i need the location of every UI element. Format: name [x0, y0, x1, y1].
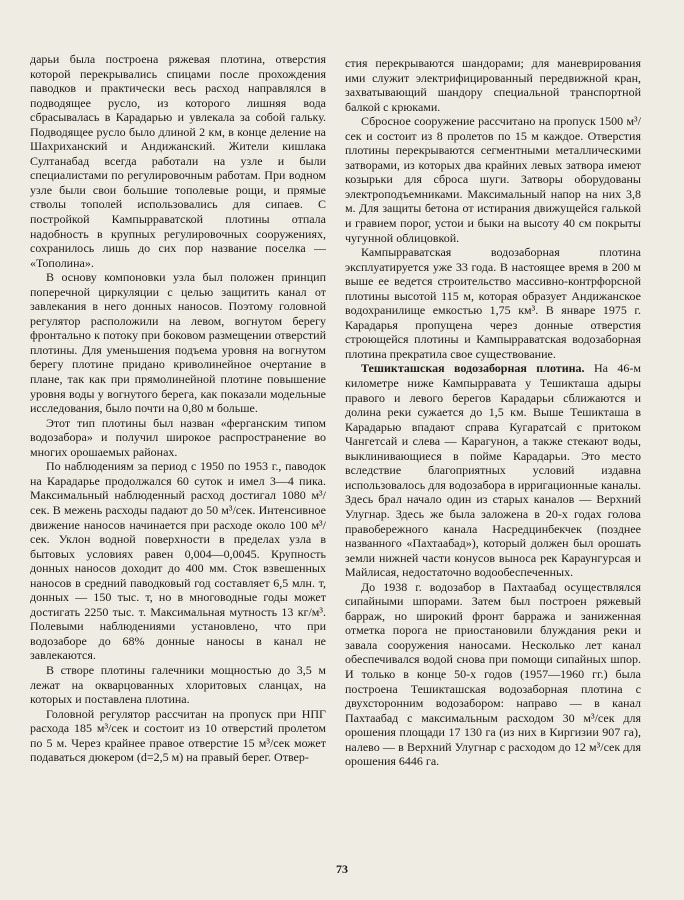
- paragraph: Кампырраватская водозаборная плотина эксплуатируется уже 33 года. В настоящее время в 200 м выше ее ведется строительство массивно-контрфорсной плотины высотой 115 м, которая образует Андижанское водохранилище емкостью 1,75 км³. В январе 1975 г. Карадарья пропущена через донные отверстия строющейся плотины и Кампырраватская водозаборная плотина прекратила свое существование.: [345, 245, 641, 361]
- paragraph-text: На 46-м километре ниже Кампырравата у Тешикташа адыры правого и левого берегов Карадарьи сближаются и долина реки сужается до 1,5 км. Выше Тешикташа в Карадарью впадают справа Кугаратсай с притоком Чангетсай и слева — Карагунон, а также стекают воды, выклинивающиеся в пойме Карадарьи. Это место вследствие благоприятных условий издавна использовалось для водозабора в ирригационные каналы. Здесь брал начало один из старых каналов — Верхний Улугнар. Здесь же была заложена в 20-х годах голова правобережного канала Насредцинбекчек (позднее названного «Пахтаабад»), который должен был орошать земли нижней части конусов выноса рек Караунгурсая и Майлисая, недостаточно водообеспеченных.: [345, 361, 641, 580]
- paragraph: дарьи была построена ряжевая плотина, отверстия которой перекрывались спицами после прохождения паводков и практически весь расход направлялся в подводящее русло, из которого лишняя вода сбрасывалась в Карадарью и увлекала за собой гальку. Подводящее русло было длиной 2 км, в конце деление на Шахриханский и Андижанский. Жители кишлака Султанабад всегда работали на узле и были специалистами по регулировочным работам. При водном узле были свои большие тополевые рощи, и прямые стволы тополей использовались для сипаев. С постройкой Кампырраватской плотины отпала надобность в крупных регулировочных сооружениях, сохранилось лишь до сих пор название поселка — «Тополина».: [30, 52, 326, 270]
- paragraph: Головной регулятор рассчитан на пропуск при НПГ расхода 185 м³/сек и состоит из 10 отверстий пролетом по 5 м. Через крайнее правое отверстие 15 м³/сек может подаваться дюкером (d=2,5 м) на правый берег. Отвер-: [30, 706, 326, 765]
- page-number: 73: [336, 862, 348, 876]
- paragraph: По наблюдениям за период с 1950 по 1953 г., паводок на Карадарье продолжался 60 суток и имел 3—4 пика. Максимальный наблюденный расход достигал 1080 м³/сек. В межень расходы падают до 50 м³/сек. Интенсивное движение наносов начинается при расходе около 100 м³/сек. Уклон водной поверхности в пределах узла в бытовых условиях равен 0,004—0,0045. Крупность донных наносов доходит до 400 мм. Сток взвешенных наносов в средний паводковый год составляет 6,5 млн. т, донных — 150 тыс. т, но в многоводные годы может достигать 2250 тыс. т. Максимальная мутность 13 кг/м³. Полевыми наблюдениями установлено, что при водозаборе до 68% донные наносы в канал не завлекаются.: [30, 459, 326, 663]
- paragraph: стия перекрываются шандорами; для маневрирования ими служит электрифицированный передвижной кран, захватывающий шандору специальной транспортной балкой с крюками.: [345, 56, 641, 114]
- section-paragraph: [345, 361, 641, 579]
- paragraph: До 1938 г. водозабор в Пахтаабад осуществлялся сипайными шпорами. Затем был построен ряжевый барраж, но широкий фронт барража и заниженная отметка порога не приостановили блуждания реки и завала сооружения наносами. Несколько лет канал обеспечивался водой снова при помощи сипайных шпор. И только в конце 50-х годов (1957—1960 гг.) была построена Тешикташская водозаборная плотина с двухсторонним водозабором: направо — в канал Пахтаабад с максимальным расходом 30 м³/сек для орошения площади 17 130 га (из них в Киргизии 907 га), налево — в Верхний Улугнар с расходом до 12 м³/сек для орошения 6446 га.: [345, 579, 641, 769]
- left-text-column: [30, 52, 326, 765]
- paragraph: Сбросное сооружение рассчитано на пропуск 1500 м³/сек и состоит из 8 пролетов по 15 м каждое. Отверстия плотины перекрываются сегментными металлическими затворами, из которых два крайних левых затвора имеют козырьки для сброса шуги. Затворы оборудованы электроподъемниками. Максимальный напор на них 3,8 м. Для защиты бетона от истирания движущейся галькой и гравием порог, устои и быки на высоту 40 см покрыты чугунной облицовкой.: [345, 114, 641, 245]
- section-heading: Тешикташская водозаборная плотина.: [361, 361, 585, 376]
- paragraph: В створе плотины галечники мощностью до 3,5 м лежат на окварцованных хлоритовых сланцах, на которых и поставлена плотина.: [30, 662, 326, 707]
- paragraph: Этот тип плотины был назван «ферганским типом водозабора» и получил широкое распространение во многих орошаемых районах.: [30, 415, 326, 459]
- right-text-column: [345, 56, 641, 769]
- paragraph: В основу компоновки узла был положен принцип поперечной циркуляции с целью защитить канал от завлекания в него донных наносов. Поэтому головной регулятор расположили на левом, вогнутом берегу фронтально к потоку при боковом размещении отверстий плотины. Для уменьшения подъема уровня на вогнутом берегу плотине придано криволинейное очертание в плане, так как при прямолинейной плотине повышение уровня воды у вогнутого берега, как показали модельные исследования, было почти на 0,80 м больше.: [30, 270, 326, 416]
